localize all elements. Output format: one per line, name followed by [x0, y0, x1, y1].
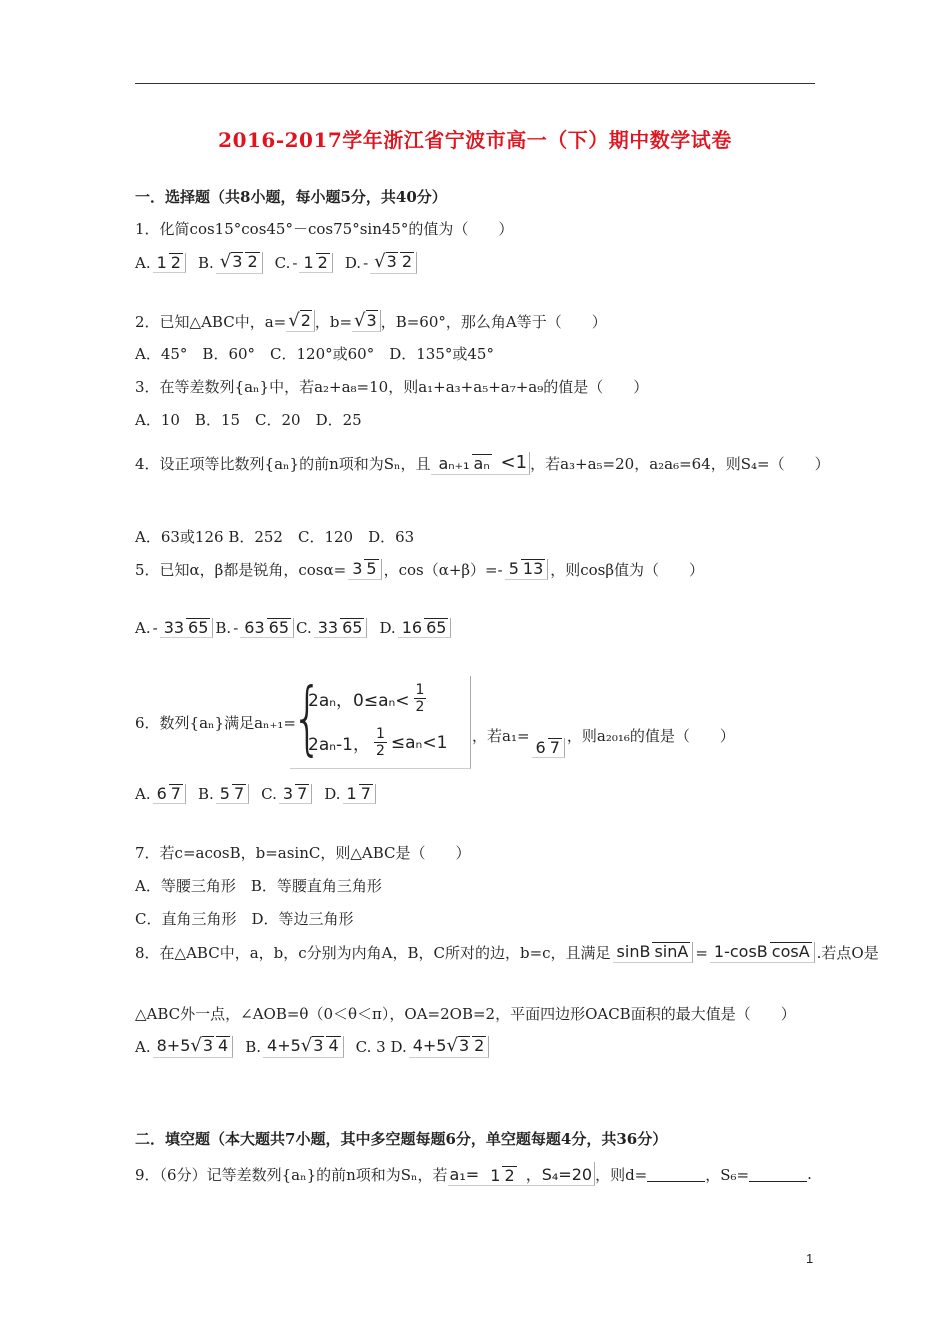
answer-blank-d[interactable]	[647, 1167, 705, 1182]
question-5-options: A. - 33 65 B. - 63 65 C. 33 65 D. 16 65	[135, 618, 453, 638]
fraction: 5 7	[216, 784, 249, 804]
question-8-stem-2: △ABC外一点，∠AOB=θ（0＜θ＜π），OA=2OB=2，平面四边形OACB面积的最大值是（ ）	[135, 1005, 796, 1023]
section-heading-fill: 二．填空题（本大题共7小题，其中多空题每题6分，单空题每题4分，共36分）	[135, 1130, 668, 1148]
brace-glyph: {	[292, 671, 323, 764]
fraction: sinB sinA	[613, 942, 694, 962]
answer-blank-s6[interactable]	[749, 1167, 807, 1182]
question-7-stem: 7．若c=acosB，b=asinC，则△ABC是（ ）	[135, 844, 471, 862]
case-1: 2aₙ，0≤aₙ< $\frac{1}{2}$	[308, 682, 425, 716]
section-heading-choice: 一．选择题（共8小题，每小题5分，共40分）	[135, 188, 447, 206]
question-6-options: A. 6 7 B. 5 7 C. 3 7 D. 1 7	[135, 784, 378, 804]
option-label: D.	[344, 253, 362, 272]
fraction: 4+5√3 2	[409, 1036, 490, 1058]
ratio-condition: aₙ₊₁ aₙ <1	[431, 452, 531, 475]
question-9-stem: 9．（6分）记等差数列{aₙ}的前n项和为Sₙ，若 a₁= 1 2 ，S₄=20 ，则d= ，S₆= .	[135, 1162, 812, 1186]
question-7-options-2: C．直角三角形 D．等边三角形	[135, 910, 354, 928]
piecewise-definition	[290, 671, 471, 769]
fraction: 5 13	[505, 559, 549, 579]
option-label: A.	[135, 253, 151, 272]
question-8-options: A. 8+5√3 4 B. 4+5√3 4 C. 3 D. 4+5√3 2	[135, 1036, 491, 1058]
page-number: 1	[806, 1251, 814, 1266]
fraction: 3 7	[279, 784, 312, 804]
question-6-lead: 6．数列{aₙ}满足aₙ₊₁=	[135, 714, 296, 732]
question-4-options: A．63或126 B．252 C．120 D．63	[135, 528, 415, 546]
fraction: 4+5√3 4	[263, 1036, 344, 1058]
question-8-stem: 8．在△ABC中，a，b，c分别为内角A，B，C所对的边，b=c，且满足 sinB sinA = 1-cosB cosA .若点O是	[135, 942, 879, 962]
fraction: 6 7	[153, 784, 186, 804]
question-1-options: A. 1 2 B. √3 2 C. - 1 2 D. - √3 2	[135, 252, 419, 274]
fraction: √3 2	[216, 252, 263, 274]
fraction: 63 65	[240, 618, 294, 638]
sqrt-2: √2	[286, 310, 315, 332]
fraction: 1 2	[153, 253, 186, 273]
question-4-stem: 4．设正项等比数列{aₙ}的前n项和为Sₙ，且 aₙ₊₁ aₙ <1 ，若a₃+a₅=20，a₂a₆=64，则S₄=（ ）	[135, 452, 830, 474]
given-values: a₁= 1 2 ，S₄=20	[448, 1162, 596, 1186]
fraction: 16 65	[398, 618, 452, 638]
fraction: 1 7	[343, 784, 376, 804]
fraction: √3 2	[370, 252, 417, 274]
question-3-options: A．10 B．15 C．20 D．25	[135, 411, 362, 429]
page-title: 2016-2017学年浙江省宁波市高一（下）期中数学试卷	[218, 128, 732, 152]
option-label: C.	[274, 253, 291, 272]
fraction: 33 65	[160, 618, 214, 638]
fraction: 3 5	[348, 559, 381, 579]
question-7-options-1: A．等腰三角形 B．等腰直角三角形	[135, 877, 382, 895]
fraction: 6 7	[532, 738, 565, 758]
question-2-stem: 2．已知△ABC中，a= √2 ，b= √3 ，B=60°，那么角A等于（ ）	[135, 310, 607, 331]
fraction: 8+5√3 4	[153, 1036, 234, 1058]
case-2: 2aₙ-1， $\frac{1}{2}$ ≤aₙ<1	[308, 726, 448, 760]
fraction: 1 2	[299, 253, 332, 273]
top-rule	[135, 83, 815, 84]
fraction: 1-cosB cosA	[710, 942, 815, 962]
sqrt-3: √3	[352, 310, 381, 332]
option-label: B.	[197, 253, 214, 272]
question-3-stem: 3．在等差数列{aₙ}中，若a₂+a₈=10，则a₁+a₃+a₅+a₇+a₉的值是（ ）	[135, 378, 649, 396]
question-2-options: A．45° B．60° C．120°或60° D．135°或45°	[135, 345, 494, 363]
question-1-stem: 1．化简cos15°cos45°－cos75°sin45°的值为（ ）	[135, 220, 514, 238]
fraction: 33 65	[314, 618, 368, 638]
question-5-stem: 5．已知α，β都是锐角，cosα= 3 5 ，cos（α+β）=- 5 13 ，则cosβ值为（ ）	[135, 559, 705, 579]
question-6-tail: ，若a₁= 6 7 ，则a₂₀₁₆的值是（ ）	[472, 726, 735, 757]
